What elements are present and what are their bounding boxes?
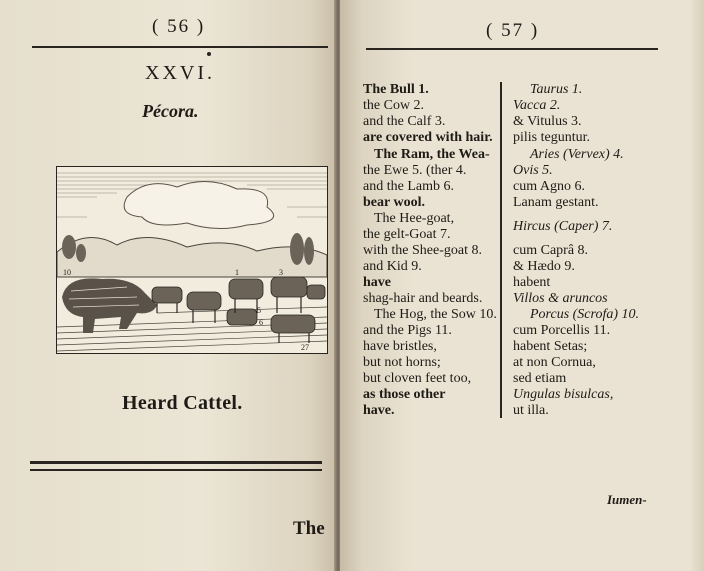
latin-line: Aries (Vervex) 4. bbox=[530, 147, 624, 162]
latin-line: ut illa. bbox=[513, 403, 549, 418]
english-line: The Hee-goat, bbox=[374, 211, 455, 226]
latin-line: cum Porcellis 11. bbox=[513, 323, 611, 338]
english-line: are covered with hair. bbox=[363, 130, 493, 145]
latin-line: at non Cornua, bbox=[513, 355, 596, 370]
english-line: The Bull 1. bbox=[363, 82, 429, 97]
english-line: but not horns; bbox=[363, 355, 441, 370]
latin-line: & Hædo 9. bbox=[513, 259, 575, 274]
english-line: have. bbox=[363, 403, 395, 418]
latin-line: cum Caprâ 8. bbox=[513, 243, 589, 258]
figure-number: 3 bbox=[279, 268, 283, 277]
latin-line: & Vitulus 3. bbox=[513, 114, 582, 129]
figure-number: 5 bbox=[257, 306, 261, 315]
woodcut-svg bbox=[57, 167, 327, 353]
latin-line: sed etiam bbox=[513, 371, 567, 386]
left-catchword: The bbox=[293, 518, 325, 539]
latin-line: Villos & aruncos bbox=[513, 291, 608, 306]
latin-line: pilis teguntur. bbox=[513, 130, 590, 145]
english-line: and the Calf 3. bbox=[363, 114, 446, 129]
section-number: XXVI. bbox=[145, 62, 215, 84]
english-line: and the Pigs 11. bbox=[363, 323, 452, 338]
latin-line: Hircus (Caper) 7. bbox=[513, 219, 613, 234]
latin-line: Porcus (Scrofa) 10. bbox=[530, 307, 639, 322]
right-page-number: ( 57 ) bbox=[486, 20, 540, 41]
ornament-dot bbox=[207, 52, 211, 56]
latin-line: Vacca 2. bbox=[513, 98, 561, 113]
english-line: The Ram, the Wea- bbox=[374, 147, 490, 162]
english-line: the Cow 2. bbox=[363, 98, 425, 113]
english-line: and the Lamb 6. bbox=[363, 179, 454, 194]
english-line: but cloven feet too, bbox=[363, 371, 472, 386]
left-page bbox=[0, 0, 336, 571]
english-line: have bbox=[363, 275, 391, 290]
english-line: the Ewe 5. (ther 4. bbox=[363, 163, 467, 178]
column-divider bbox=[500, 82, 502, 418]
english-line: have bristles, bbox=[363, 339, 437, 354]
latin-line: Ovis 5. bbox=[513, 163, 553, 178]
english-line: the gelt-Goat 7. bbox=[363, 227, 451, 242]
figure-number: 27 bbox=[301, 343, 309, 352]
latin-line: habent bbox=[513, 275, 551, 290]
figure-number: 1 bbox=[235, 268, 239, 277]
left-page-number: ( 56 ) bbox=[152, 16, 206, 37]
english-line: as those other bbox=[363, 387, 446, 402]
figure-caption: Heard Cattel. bbox=[122, 392, 243, 414]
english-line: shag-hair and beards. bbox=[363, 291, 483, 306]
latin-line: Taurus 1. bbox=[530, 82, 583, 97]
right-catchword: Iumen- bbox=[607, 492, 647, 507]
header-rule-right bbox=[366, 48, 658, 50]
english-line: and Kid 9. bbox=[363, 259, 422, 274]
figure-number: 10 bbox=[63, 268, 71, 277]
woodcut-illustration bbox=[56, 166, 328, 354]
english-line: The Hog, the Sow 10. bbox=[374, 307, 497, 322]
latin-line: cum Agno 6. bbox=[513, 179, 585, 194]
english-line: bear wool. bbox=[363, 195, 425, 210]
figure-number: 6 bbox=[259, 318, 263, 327]
latin-section-title: Pécora. bbox=[142, 101, 199, 121]
english-line: with the Shee-goat 8. bbox=[363, 243, 482, 258]
latin-line: Ungulas bisulcas, bbox=[513, 387, 614, 402]
header-rule-left bbox=[32, 46, 328, 48]
footer-rule-top bbox=[30, 461, 322, 464]
footer-rule-bottom bbox=[30, 469, 322, 471]
latin-line: Lanam gestant. bbox=[513, 195, 599, 210]
latin-line: habent Setas; bbox=[513, 339, 588, 354]
